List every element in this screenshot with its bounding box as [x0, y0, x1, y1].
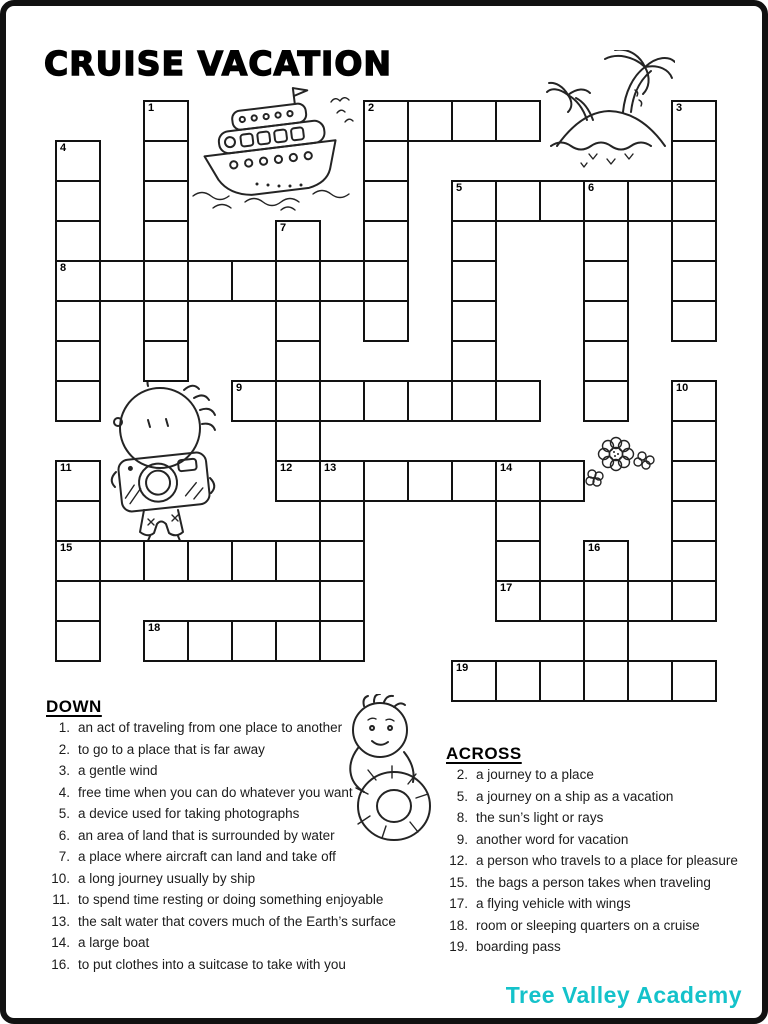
grid-cell [143, 260, 189, 302]
grid-cell [275, 260, 321, 302]
grid-cell [451, 460, 497, 502]
page-title: CRUISE VACATION [44, 44, 392, 83]
clue-number: 12. [449, 853, 468, 868]
clue-text: a large boat [78, 935, 150, 950]
grid-cell-number: 18 [148, 622, 161, 634]
clue-number: 6. [58, 827, 70, 843]
grid-cell-number: 11 [60, 462, 72, 474]
clue-number: 17. [449, 896, 468, 911]
grid-cell [363, 380, 409, 422]
clue-item [44, 915, 396, 929]
clue-number: 15. [449, 874, 468, 890]
grid-cell [671, 220, 717, 262]
grid-cell [275, 620, 321, 662]
grid-cell [495, 100, 541, 142]
grid-cell [583, 540, 629, 582]
clue-item [44, 850, 396, 864]
grid-cell [143, 220, 189, 262]
grid-cell [319, 500, 365, 542]
grid-cell [363, 180, 409, 222]
clue-number: 9. [456, 831, 468, 847]
grid-cell [583, 300, 629, 342]
grid-cell [319, 620, 365, 662]
grid-cell [451, 260, 497, 302]
clue-number: 18. [449, 917, 468, 933]
grid-cell [539, 460, 585, 502]
grid-cell-number: 14 [500, 462, 513, 474]
clue-number: 13. [51, 913, 70, 929]
grid-cell [187, 260, 233, 302]
grid-cell [143, 540, 189, 582]
grid-cell [451, 100, 497, 142]
grid-cell-number: 9 [236, 382, 243, 394]
clue-item [442, 876, 738, 890]
clue-text: the salt water that covers much of the Earth’s surface [78, 913, 396, 929]
grid-cell [99, 540, 145, 582]
clue-number: 7. [58, 849, 70, 864]
swimmer-with-ring-illustration [328, 694, 450, 852]
clue-item [442, 940, 738, 954]
grid-cell [671, 420, 717, 462]
clue-text: the bags a person takes when traveling [476, 874, 711, 890]
brand-logo-text: Tree Valley Academy [505, 982, 742, 1008]
clue-item [442, 919, 738, 933]
grid-cell-number: 12 [280, 462, 293, 474]
down-heading: DOWN [46, 697, 102, 716]
grid-cell [55, 500, 101, 542]
grid-cell [231, 620, 277, 662]
grid-cell [319, 260, 365, 302]
clue-item [442, 833, 738, 847]
clue-item [44, 936, 396, 950]
clue-text: to go to a place that is far away [78, 741, 265, 757]
grid-cell [319, 540, 365, 582]
grid-cell-number: 13 [324, 462, 337, 474]
grid-cell [539, 180, 585, 222]
grid-cell [275, 460, 321, 502]
grid-cell [583, 580, 629, 622]
across-heading: ACROSS [446, 744, 522, 763]
grid-cell [55, 300, 101, 342]
grid-cell [583, 220, 629, 262]
grid-cell-number: 7 [280, 222, 287, 234]
grid-cell [671, 580, 717, 622]
grid-cell [363, 100, 409, 142]
grid-cell-number: 17 [500, 582, 513, 594]
grid-cell [583, 380, 629, 422]
grid-cell [451, 300, 497, 342]
grid-cell [55, 220, 101, 262]
grid-cell [231, 260, 277, 302]
grid-cell [231, 380, 277, 422]
grid-cell [143, 620, 189, 662]
clue-number: 1. [58, 720, 70, 735]
grid-cell [583, 260, 629, 302]
grid-cell [55, 340, 101, 382]
clue-number: 2. [58, 741, 70, 757]
grid-cell [231, 540, 277, 582]
grid-cell-number: 15 [60, 542, 73, 554]
grid-cell [671, 500, 717, 542]
grid-cell [627, 580, 673, 622]
grid-cell [275, 380, 321, 422]
grid-cell [187, 540, 233, 582]
grid-cell [671, 540, 717, 582]
grid-cell-number: 2 [368, 102, 375, 114]
grid-cell [275, 540, 321, 582]
clue-number: 3. [58, 763, 70, 778]
grid-cell [55, 380, 101, 422]
grid-cell [363, 220, 409, 262]
clue-text: a place where aircraft can land and take off [78, 849, 336, 864]
clue-text: a journey on a ship as a vacation [476, 788, 674, 804]
grid-cell [55, 140, 101, 182]
grid-cell [451, 220, 497, 262]
grid-cell [407, 100, 453, 142]
grid-cell [55, 620, 101, 662]
clue-number: 11. [52, 892, 70, 907]
clue-number: 2. [456, 767, 468, 782]
clue-text: an act of traveling from one place to another [78, 720, 343, 735]
clue-text: free time when you can do whatever you want [78, 784, 353, 800]
grid-cell [495, 180, 541, 222]
grid-cell [627, 660, 673, 702]
grid-cell [451, 380, 497, 422]
grid-cell [671, 300, 717, 342]
grid-cell [99, 260, 145, 302]
clue-text: the sun’s light or rays [476, 810, 604, 825]
crossword-grid [55, 100, 717, 702]
grid-cell [671, 180, 717, 222]
grid-cell [495, 380, 541, 422]
grid-cell [671, 140, 717, 182]
clue-number: 8. [456, 810, 468, 825]
grid-cell [55, 540, 101, 582]
clue-text: an area of land that is surrounded by water [78, 827, 335, 843]
grid-cell [495, 580, 541, 622]
grid-cell [495, 540, 541, 582]
grid-cell [55, 460, 101, 502]
grid-cell-number: 6 [588, 182, 595, 194]
grid-cell [363, 300, 409, 342]
grid-cell [407, 460, 453, 502]
grid-cell [319, 580, 365, 622]
clue-number: 10. [51, 870, 70, 886]
grid-cell [55, 580, 101, 622]
clue-number: 5. [58, 806, 70, 821]
clue-text: a gentle wind [78, 763, 158, 778]
across-clue-list [442, 768, 738, 962]
grid-cell [143, 140, 189, 182]
grid-cell-number: 19 [456, 662, 469, 674]
clue-text: another word for vacation [476, 831, 629, 847]
grid-cell-number: 4 [60, 142, 67, 154]
grid-cell [143, 100, 189, 142]
grid-cell [451, 180, 497, 222]
grid-cell [275, 420, 321, 462]
grid-cell-number: 10 [676, 382, 689, 394]
clue-item [44, 958, 396, 972]
grid-cell [451, 660, 497, 702]
clue-text: to spend time resting or doing something enjoyable [78, 892, 384, 907]
grid-cell [495, 460, 541, 502]
clue-item [442, 811, 738, 825]
clue-text: a flying vehicle with wings [476, 896, 631, 911]
grid-cell [143, 300, 189, 342]
clue-number: 16. [51, 956, 70, 972]
grid-cell [495, 500, 541, 542]
clue-text: to put clothes into a suitcase to take with you [78, 956, 346, 972]
grid-cell [671, 260, 717, 302]
clue-number: 4. [58, 784, 70, 800]
grid-cell [55, 180, 101, 222]
clue-text: room or sleeping quarters on a cruise [476, 917, 700, 933]
clue-item [442, 768, 738, 782]
grid-cell [539, 580, 585, 622]
grid-cell [363, 140, 409, 182]
grid-cell [451, 340, 497, 382]
grid-cell [671, 460, 717, 502]
grid-cell [55, 260, 101, 302]
clue-number: 14. [51, 935, 70, 950]
grid-cell [363, 460, 409, 502]
clue-item [442, 854, 738, 868]
clue-text: a person who travels to a place for pleasure [476, 853, 738, 868]
grid-cell-number: 5 [456, 182, 463, 194]
grid-cell [583, 180, 629, 222]
grid-cell [539, 660, 585, 702]
grid-cell [143, 340, 189, 382]
clue-text: boarding pass [476, 939, 561, 954]
grid-cell [275, 220, 321, 262]
grid-cell [627, 180, 673, 222]
grid-cell [275, 340, 321, 382]
grid-cell-number: 8 [60, 262, 67, 274]
clue-item [44, 893, 396, 907]
grid-cell [363, 260, 409, 302]
grid-cell [319, 380, 365, 422]
grid-cell [583, 660, 629, 702]
grid-cell [671, 380, 717, 422]
clue-text: a device used for taking photographs [78, 806, 300, 821]
clue-item [442, 897, 738, 911]
grid-cell [187, 620, 233, 662]
grid-cell [407, 380, 453, 422]
grid-cell [143, 180, 189, 222]
clue-text: a long journey usually by ship [78, 870, 256, 886]
clue-number: 19. [449, 939, 468, 954]
clue-item [44, 872, 396, 886]
grid-cell-number: 16 [588, 542, 601, 554]
grid-cell-number: 3 [676, 102, 683, 114]
grid-cell [495, 660, 541, 702]
grid-cell [583, 340, 629, 382]
grid-cell-number: 1 [148, 102, 155, 114]
grid-cell [319, 460, 365, 502]
clue-text: a journey to a place [476, 767, 594, 782]
clue-item [442, 790, 738, 804]
clue-number: 5. [456, 788, 468, 804]
grid-cell [671, 660, 717, 702]
grid-cell [583, 620, 629, 662]
grid-cell [275, 300, 321, 342]
grid-cell [671, 100, 717, 142]
